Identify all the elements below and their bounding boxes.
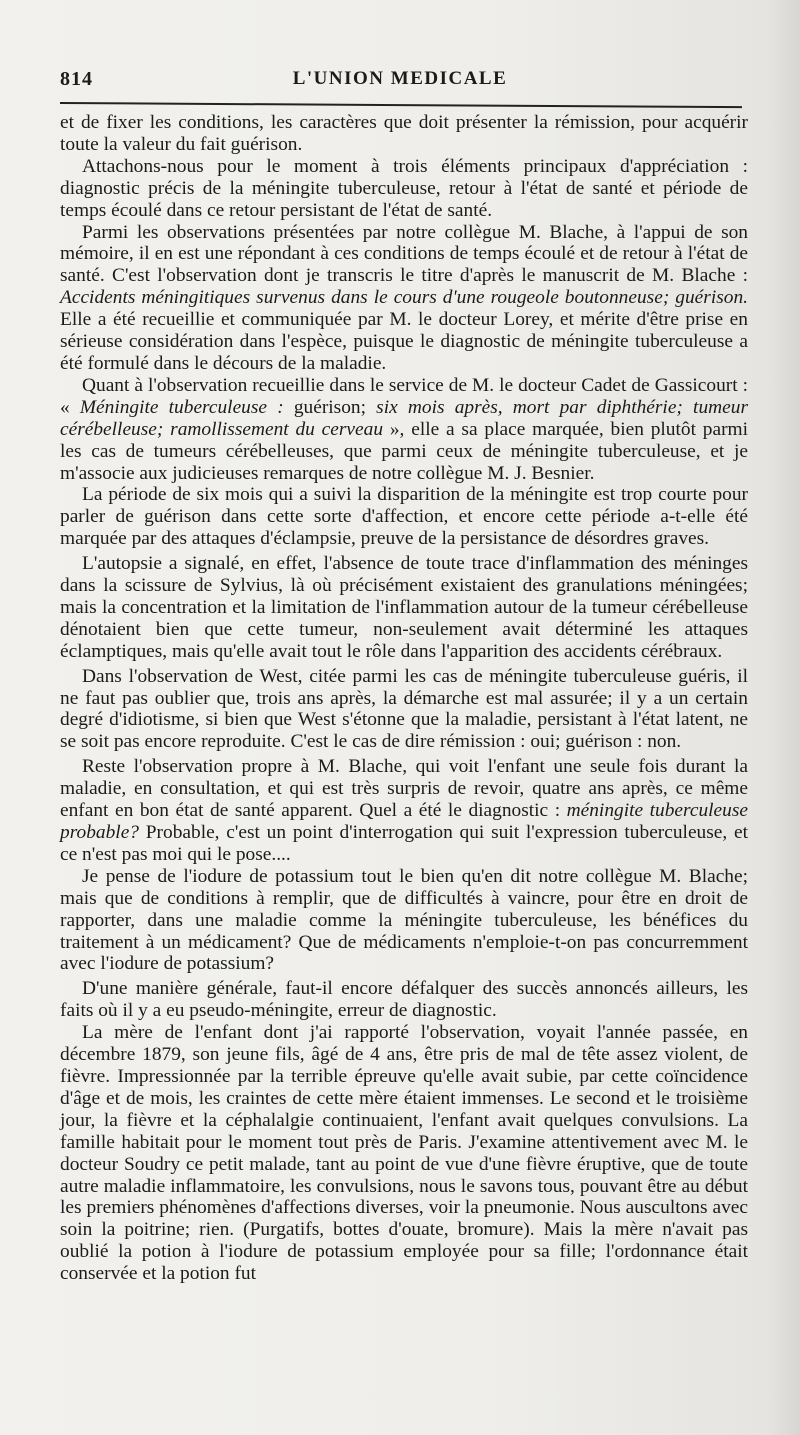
page-number: 814: [60, 68, 93, 90]
article-body: [60, 112, 748, 1285]
header-rule: [60, 102, 742, 108]
paragraph-text: Probable, c'est un point d'interrogation qui suit l'expression tuberculeuse, et ce n'est pas moi qui le pose....: [60, 822, 748, 865]
paragraph-text: Parmi les observations présentées par notre collègue M. Blache, à l'appui de son mémoire, il en est une répondant à ces conditions de temps écoulé et de retour à l'état de santé. C'est l'observation dont je transcris le titre d'après le manuscrit de M. Blache :: [60, 221, 748, 287]
paragraph: L'autopsie a signalé, en effet, l'absence de toute trace d'inflammation des méninges dans la scissure de Sylvius, là où précisément existaient des granulations méningées; mais la concentration et la limitation de l'inflammation autour de la tumeur cérébelleuse dénotaient bien que cette tumeur, non-seulement avait déterminé les attaques éclamptiques, mais qu'elle avait tout le rôle dans l'apparition des accidents cérébraux.: [60, 553, 748, 662]
running-title: L'UNION MEDICALE: [292, 68, 508, 89]
page-header: [60, 68, 740, 98]
paragraph-text: Quant à l'observation recueillie dans le service de M. le docteur Cadet de Gassicourt : «: [60, 374, 748, 418]
paragraph: La période de six mois qui a suivi la disparition de la méningite est trop courte pour parler de guérison dans cette sorte d'affection, et encore cette période a-t-elle été marquée par des attaques d'éclampsie, preuve de la persistance de désordres graves.: [60, 484, 748, 550]
quoted-outcome: six mois après, mort par diphthérie; tumeur cérébelleuse; ramollissement du cerveau: [60, 396, 748, 440]
paragraph: [60, 756, 748, 866]
paragraph: [60, 375, 748, 485]
paragraph: Je pense de l'iodure de potassium tout le bien qu'en dit notre collègue M. Blache; mais que de conditions à remplir, que de difficultés à vaincre, pour être en droit de rapporter, dans une maladie comme la méningite tuberculeuse, les bénéfices du traitement à un médicament? Que de médicaments n'emploie-t-on pas concurremment avec l'iodure de potassium?: [60, 865, 748, 975]
paragraph-text: », elle a sa place marquée, bien plutôt parmi les cas de tumeurs cérébelleuses, que parmi ceux de méningite tuberculeuse, et je m'associe aux judicieuses remarques de notre collègue M. J. Besnier.: [60, 418, 748, 484]
paragraph: Dans l'observation de West, citée parmi les cas de méningite tuberculeuse guéris, il ne faut pas oublier que, trois ans après, la démarche est mal assurée; il y a un certain degré d'idiotisme, si bien que West s'étonne que la maladie, persistant à l'état latent, ne se soit pas encore reproduite. C'est le cas de dire rémission : oui; guérison : non.: [60, 665, 748, 753]
paragraph-text: guérison;: [283, 396, 377, 418]
paragraph-text: Elle a été recueillie et communiquée par M. le docteur Lorey, et mérite d'être prise en sérieuse considération dans l'espèce, puisque le diagnostic de méningite tuberculeuse a été formulé dans le décours de la maladie.: [60, 309, 748, 374]
paragraph: Attachons-nous pour le moment à trois éléments principaux d'appréciation : diagnostic précis de la méningite tuberculeuse, retour à l'état de santé et période de temps écoulé dans ce retour persistant de l'état de santé.: [60, 155, 748, 221]
page-edge-shadow: [766, 0, 800, 1435]
quoted-diagnosis: méningite tuberculeuse probable?: [60, 800, 748, 843]
observation-title: Accidents méningitiques survenus dans le cours d'une rougeole boutonneuse; guérison.: [60, 287, 748, 309]
paragraph: et de fixer les conditions, les caractères que doit présenter la rémission, pour acquérir toute la valeur du fait guérison.: [60, 112, 748, 155]
paragraph: [60, 222, 748, 375]
paragraph: La mère de l'enfant dont j'ai rapporté l'observation, voyait l'année passée, en décembre 1879, son jeune fils, âgé de 4 ans, être pris de mal de tête assez violent, de fièvre. Impressionnée par la terrible épreuve qu'elle avait subie, par cette coïncidence d'âge et de mois, les craintes de cette mère étaient immenses. Le second et le troisième jour, la fièvre et la céphalalgie continuaient, l'enfant avait quelques convulsions. La famille habitait pour le moment tout près de Paris. J'examine attentivement avec M. le docteur Soudry ce petit malade, tant au point de vue d'une fièvre éruptive, que de toute autre maladie inflammatoire, les convulsions, nous le savons tous, pouvant être au début les premiers phénomènes d'affections diverses, voir la pneumonie. Nous auscultons avec soin la poitrine; rien. (Purgatifs, bottes d'ouate, bromure). Mais la mère n'avait pas oublié la potion à l'iodure de potassium employée pour sa fille; l'ordonnance était conservée et la potion fut: [60, 1022, 748, 1285]
quoted-diagnosis: Méningite tuberculeuse :: [79, 396, 284, 418]
paragraph-text: Reste l'observation propre à M. Blache, qui voit l'enfant une seule fois durant la maladie, en consultation, et qui est très surpris de revoir, quatre ans après, ce même enfant en bon état de santé apparent. Quel a été le diagnostic :: [60, 756, 748, 822]
paragraph: D'une manière générale, faut-il encore défalquer des succès annoncés ailleurs, les faits où il y a eu pseudo-méningite, erreur de diagnostic.: [60, 978, 748, 1022]
